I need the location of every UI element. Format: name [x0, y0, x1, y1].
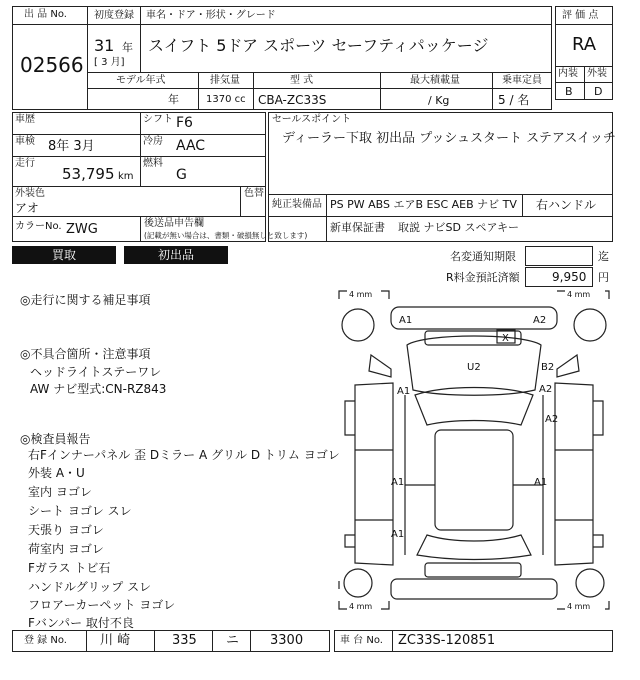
reg-kana: ニ: [226, 633, 240, 648]
first-reg-label: 初度登録: [94, 10, 134, 21]
model-year-label: モデル年式: [116, 75, 166, 86]
sales-point-text: ディーラー下取 初出品 プッシュスタート ステアスイッチ: [282, 131, 616, 146]
interior-label: 内装: [558, 68, 578, 79]
damage-mark: A1: [534, 477, 548, 488]
ac-value: AAC: [176, 138, 206, 154]
shift-label: シフト: [143, 114, 173, 125]
damage-mark: X: [502, 333, 509, 344]
tire-depth-label: 4 mm: [349, 290, 373, 299]
defect-line: ヘッドライトステーワレ: [30, 365, 162, 379]
capacity-label: 乗車定員: [502, 75, 542, 86]
inspector-line: フロアーカーペット ヨゴレ: [28, 598, 176, 612]
color-no-label: カラーNo.: [15, 221, 62, 232]
shift-value: F6: [176, 115, 193, 131]
model-year-unit: 年: [168, 93, 179, 106]
ac-label: 冷房: [143, 136, 163, 147]
exterior-label: 外装: [587, 68, 607, 79]
notice-unit: 迄: [598, 250, 609, 263]
driving-notes-title: ◎走行に関する補足事項: [20, 293, 151, 307]
defect-line: AW ナビ型式:CN-RZ843: [30, 382, 167, 396]
lot-no-label: 出 品 No.: [24, 9, 67, 20]
damage-mark: A1: [391, 477, 405, 488]
notice-label: 名変通知期限: [450, 250, 516, 263]
displacement-label: 排気量: [210, 75, 240, 86]
color-no-value: ZWG: [66, 222, 98, 237]
reg-number: 3300: [270, 633, 304, 648]
car-name-header: 車名・ドア・形状・グレード: [146, 10, 276, 21]
reg-city: 川 崎: [100, 633, 131, 648]
mileage-value: 53,795: [62, 165, 115, 183]
inspector-title: ◎検査員報告: [20, 432, 91, 446]
ext-color-label: 外装色: [15, 188, 45, 199]
inspector-line: Fガラス トビ石: [28, 561, 111, 575]
docs-label: 後送品申告欄: [144, 218, 204, 229]
warranty-label: 新車保証書: [330, 221, 385, 234]
displacement-value: 1370 cc: [206, 94, 246, 105]
lot-number: 02566: [20, 53, 84, 77]
exterior-grade: D: [594, 85, 603, 98]
first-reg-year-unit: 年: [122, 41, 133, 54]
steering-value: 右ハンドル: [536, 198, 597, 212]
inspector-line: 右Fインナーパネル 歪 Dミラー A グリル D トリム ヨゴレ: [28, 448, 340, 462]
car-diagram-svg: [335, 285, 613, 627]
max-load-label: 最大積載量: [410, 75, 460, 86]
damage-mark: U2: [467, 362, 481, 373]
chassis-value: ZC33S-120851: [398, 633, 496, 648]
type-value: CBA-ZC33S: [258, 93, 327, 107]
first-listing-bar: 初出品: [124, 246, 228, 264]
interior-grade: B: [565, 85, 573, 98]
inspector-line: 荷室内 ヨゴレ: [28, 542, 104, 556]
damage-mark: A1: [399, 315, 413, 326]
warranty-value: 取説 ナビSD スペアキー: [398, 221, 520, 234]
fuel-label: 燃料: [143, 158, 163, 169]
tire-depth-label: 4 mm: [349, 602, 373, 611]
inspection-value: 8年 3月: [48, 139, 95, 154]
damage-mark: B2: [541, 362, 555, 373]
sales-point-label: セールスポイント: [272, 114, 352, 125]
recycle-label: R料金預託済額: [446, 271, 520, 284]
color-change-label: 色替: [244, 188, 264, 199]
inspector-line: シート ヨゴレ スレ: [28, 504, 132, 518]
ext-color-value: アオ: [15, 201, 39, 215]
history-label: 車歴: [15, 114, 35, 125]
reg-class: 335: [172, 633, 197, 648]
damage-mark: A1: [397, 386, 411, 397]
recycle-unit: 円: [598, 271, 609, 284]
first-reg-year: 31: [94, 36, 115, 55]
rating-value: RA: [572, 34, 597, 55]
damage-mark: A1: [391, 529, 405, 540]
equipment-value: PS PW ABS エアB ESC AEB ナビ TV: [330, 198, 517, 211]
first-reg-month: [ 3 月]: [94, 57, 125, 68]
damage-mark: A2: [533, 315, 547, 326]
tire-depth-label: 4 mm: [567, 602, 591, 611]
mileage-label: 走行: [15, 158, 35, 169]
car-name: スイフト 5ドア スポーツ セーフティパッケージ: [148, 36, 489, 55]
recycle-value: 9,950: [552, 270, 587, 284]
buy-bar: 買取: [12, 246, 116, 264]
docs-note: (記載が無い場合は、書類・破損無しと致します): [144, 231, 308, 240]
inspector-line: 天張り ヨゴレ: [28, 523, 104, 537]
inspector-line: ハンドルグリップ スレ: [28, 580, 152, 594]
rating-label: 評 価 点: [562, 10, 599, 21]
type-label: 型 式: [290, 75, 314, 86]
damage-mark: A2: [539, 384, 553, 395]
equipment-label: 純正装備品: [272, 199, 322, 210]
chassis-label: 車 台 No.: [340, 635, 383, 646]
inspector-line: 外装 A・U: [28, 466, 85, 480]
capacity-value: 5 / 名: [498, 93, 530, 107]
damage-mark: A2: [545, 414, 559, 425]
inspector-line: Fバンパー 取付不良: [28, 616, 134, 630]
car-damage-diagram: [335, 285, 613, 627]
reg-no-label: 登 録 No.: [24, 635, 67, 646]
tire-depth-label: 4 mm: [567, 290, 591, 299]
fuel-value: G: [176, 167, 187, 183]
mileage-unit: km: [118, 171, 134, 182]
inspector-line: 室内 ヨゴレ: [28, 485, 92, 499]
inspection-label: 車検: [15, 136, 35, 147]
defects-title: ◎不具合箇所・注意事項: [20, 347, 151, 361]
max-load-value: / Kg: [428, 94, 450, 107]
